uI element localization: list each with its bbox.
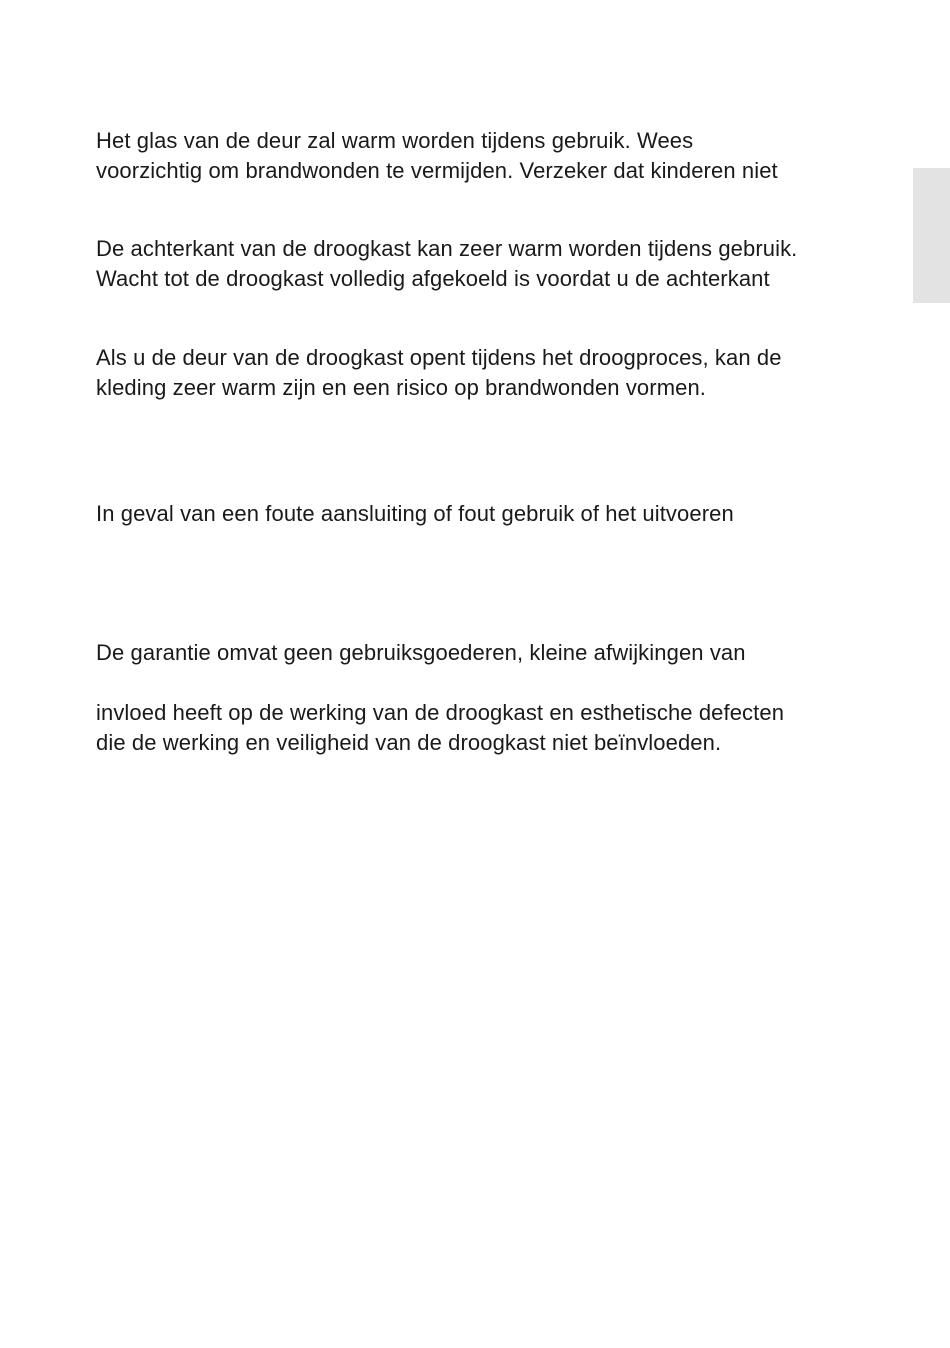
section-tab-marker xyxy=(913,168,950,303)
text-line: Als u de deur van de droogkast opent tijdens het droogproces, kan de xyxy=(96,345,782,370)
text-line: invloed heeft op de werking van de droogkast en esthetische defecten xyxy=(96,700,785,725)
text-line: voorzichtig om brandwonden te vermijden. Verzeker dat kinderen niet xyxy=(96,158,778,183)
text-line: In geval van een foute aansluiting of fout gebruik of het uitvoeren xyxy=(96,501,734,526)
text-line: De garantie omvat geen gebruiksgoederen, kleine afwijkingen van xyxy=(96,640,746,665)
text-line: die de werking en veiligheid van de droogkast niet beïnvloeden. xyxy=(96,730,722,755)
text-line: De achterkant van de droogkast kan zeer warm worden tijdens gebruik. xyxy=(96,236,798,261)
text-line: kleding zeer warm zijn en een risico op brandwonden vormen. xyxy=(96,375,706,400)
text-line: Wacht tot de droogkast volledig afgekoeld is voordat u de achterkant xyxy=(96,266,770,291)
text-line: Het glas van de deur zal warm worden tijdens gebruik. Wees xyxy=(96,128,694,153)
